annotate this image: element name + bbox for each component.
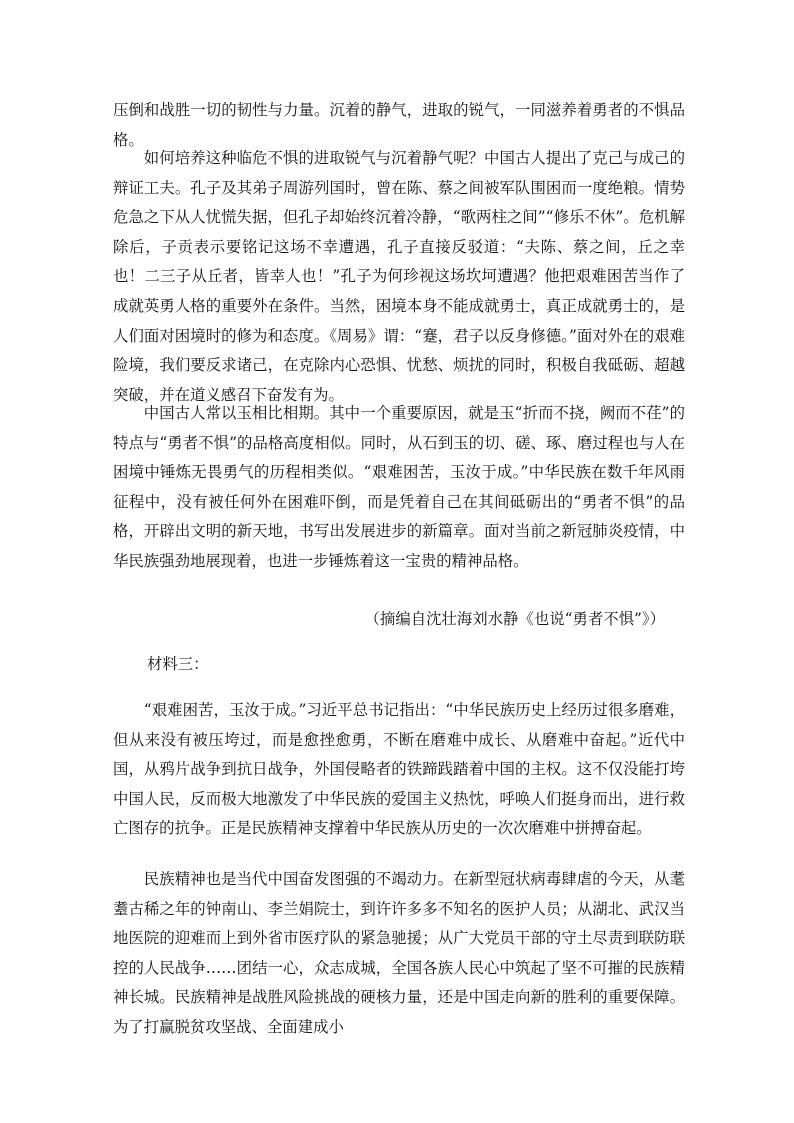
paragraph-intro-tail: 压倒和战胜一切的韧性与力量。沉着的静气，进取的锐气，一同滋养着勇者的不惧品格。 — [113, 101, 685, 149]
paragraph-jade-analogy: 中国古人常以玉相比相期。其中一个重要原因，就是玉“折而不挠，阙而不荏”的特点与“勇者不惧”的品格高度相似。同时，从石到玉的切、磋、琢、磨过程也与人在困境中锤炼无畏勇气的历程相类似。“艰难困苦，玉汝于成。”中华民族在数千年风雨征程中，没有被任何外在困难吓倒，而是凭着自己在其间砥砺出的“勇者不惧”的品格，开辟出文明的新天地，书写出发展进步的新篇章。面对当前之新冠肺炎疫情，中华民族强劲地展现着，也进一步锤炼着这一宝贵的精神品格。 — [113, 404, 685, 570]
material-three-heading: 材料三： — [147, 655, 209, 673]
paragraph-cultivate-courage: 如何培养这种临危不惧的进取锐气与沉着静气呢？中国古人提出了克己与成己的辩证工夫。孔子及其弟子周游列国时，曾在陈、蔡之间被军队围困而一度绝粮。情势危急之下从人忧慌失据，但孔子却始终沉着冷静，“歌两柱之间”“修乐不休”。危机解除后，子贡表示要铭记这场不幸遭遇，孔子直接反驳道：“夫陈、蔡之间，丘之幸也！二三子从丘者，皆幸人也！”孔子为何珍视这场坎坷遭遇？他把艰难困苦当作了成就英勇人格的重要外在条件。当然，困境本身不能成就勇士，真正成就勇士的，是人们面对困境时的修为和态度。《周易》谓：“蹇，君子以反身修德。”面对外在的艰难险境，我们要反求诸己，在克除内心恐惧、忧愁、烦扰的同时，积极自我砥砺、超越突破，并在道义感召下奋发有为。 — [113, 149, 685, 404]
paragraph-hardship: “艰难困苦，玉汝于成。”习近平总书记指出：“中华民族历史上经历过很多磨难，但从来没有被压垮过，而是愈挫愈勇，不断在磨难中成长、从磨难中奋起。”近代中国，从鸦片战争到抗日战争，外国侵略者的铁蹄践踏着中国的主权。这不仅没能打垮中国人民，反而极大地激发了中华民族的爱国主义热忱，呼唤人们挺身而出，进行救亡图存的抗争。正是民族精神支撑着中华民族从历史的一次次磨难中拼搏奋起。 — [113, 701, 685, 838]
paragraph-national-spirit: 民族精神也是当代中国奋发图强的不竭动力。在新型冠状病毒肆虐的今天，从耄耋古稀之年的钟南山、李兰娟院士，到许许多多不知名的医护人员；从湖北、武汉当地医院的迎难而上到外省市医疗队的紧急驰援；从广大党员干部的守土尽责到联防联控的人民战争……团结一心，众志成城，全国各族人民心中筑起了坚不可摧的民族精神长城。民族精神是战胜风险挑战的硬核力量，还是中国走向新的胜利的重要保障。为了打赢脱贫攻坚战、全面建成小 — [113, 870, 685, 1036]
source-citation: （摘编自沈壮海刘水静《也说“勇者不惧”》） — [364, 610, 665, 628]
